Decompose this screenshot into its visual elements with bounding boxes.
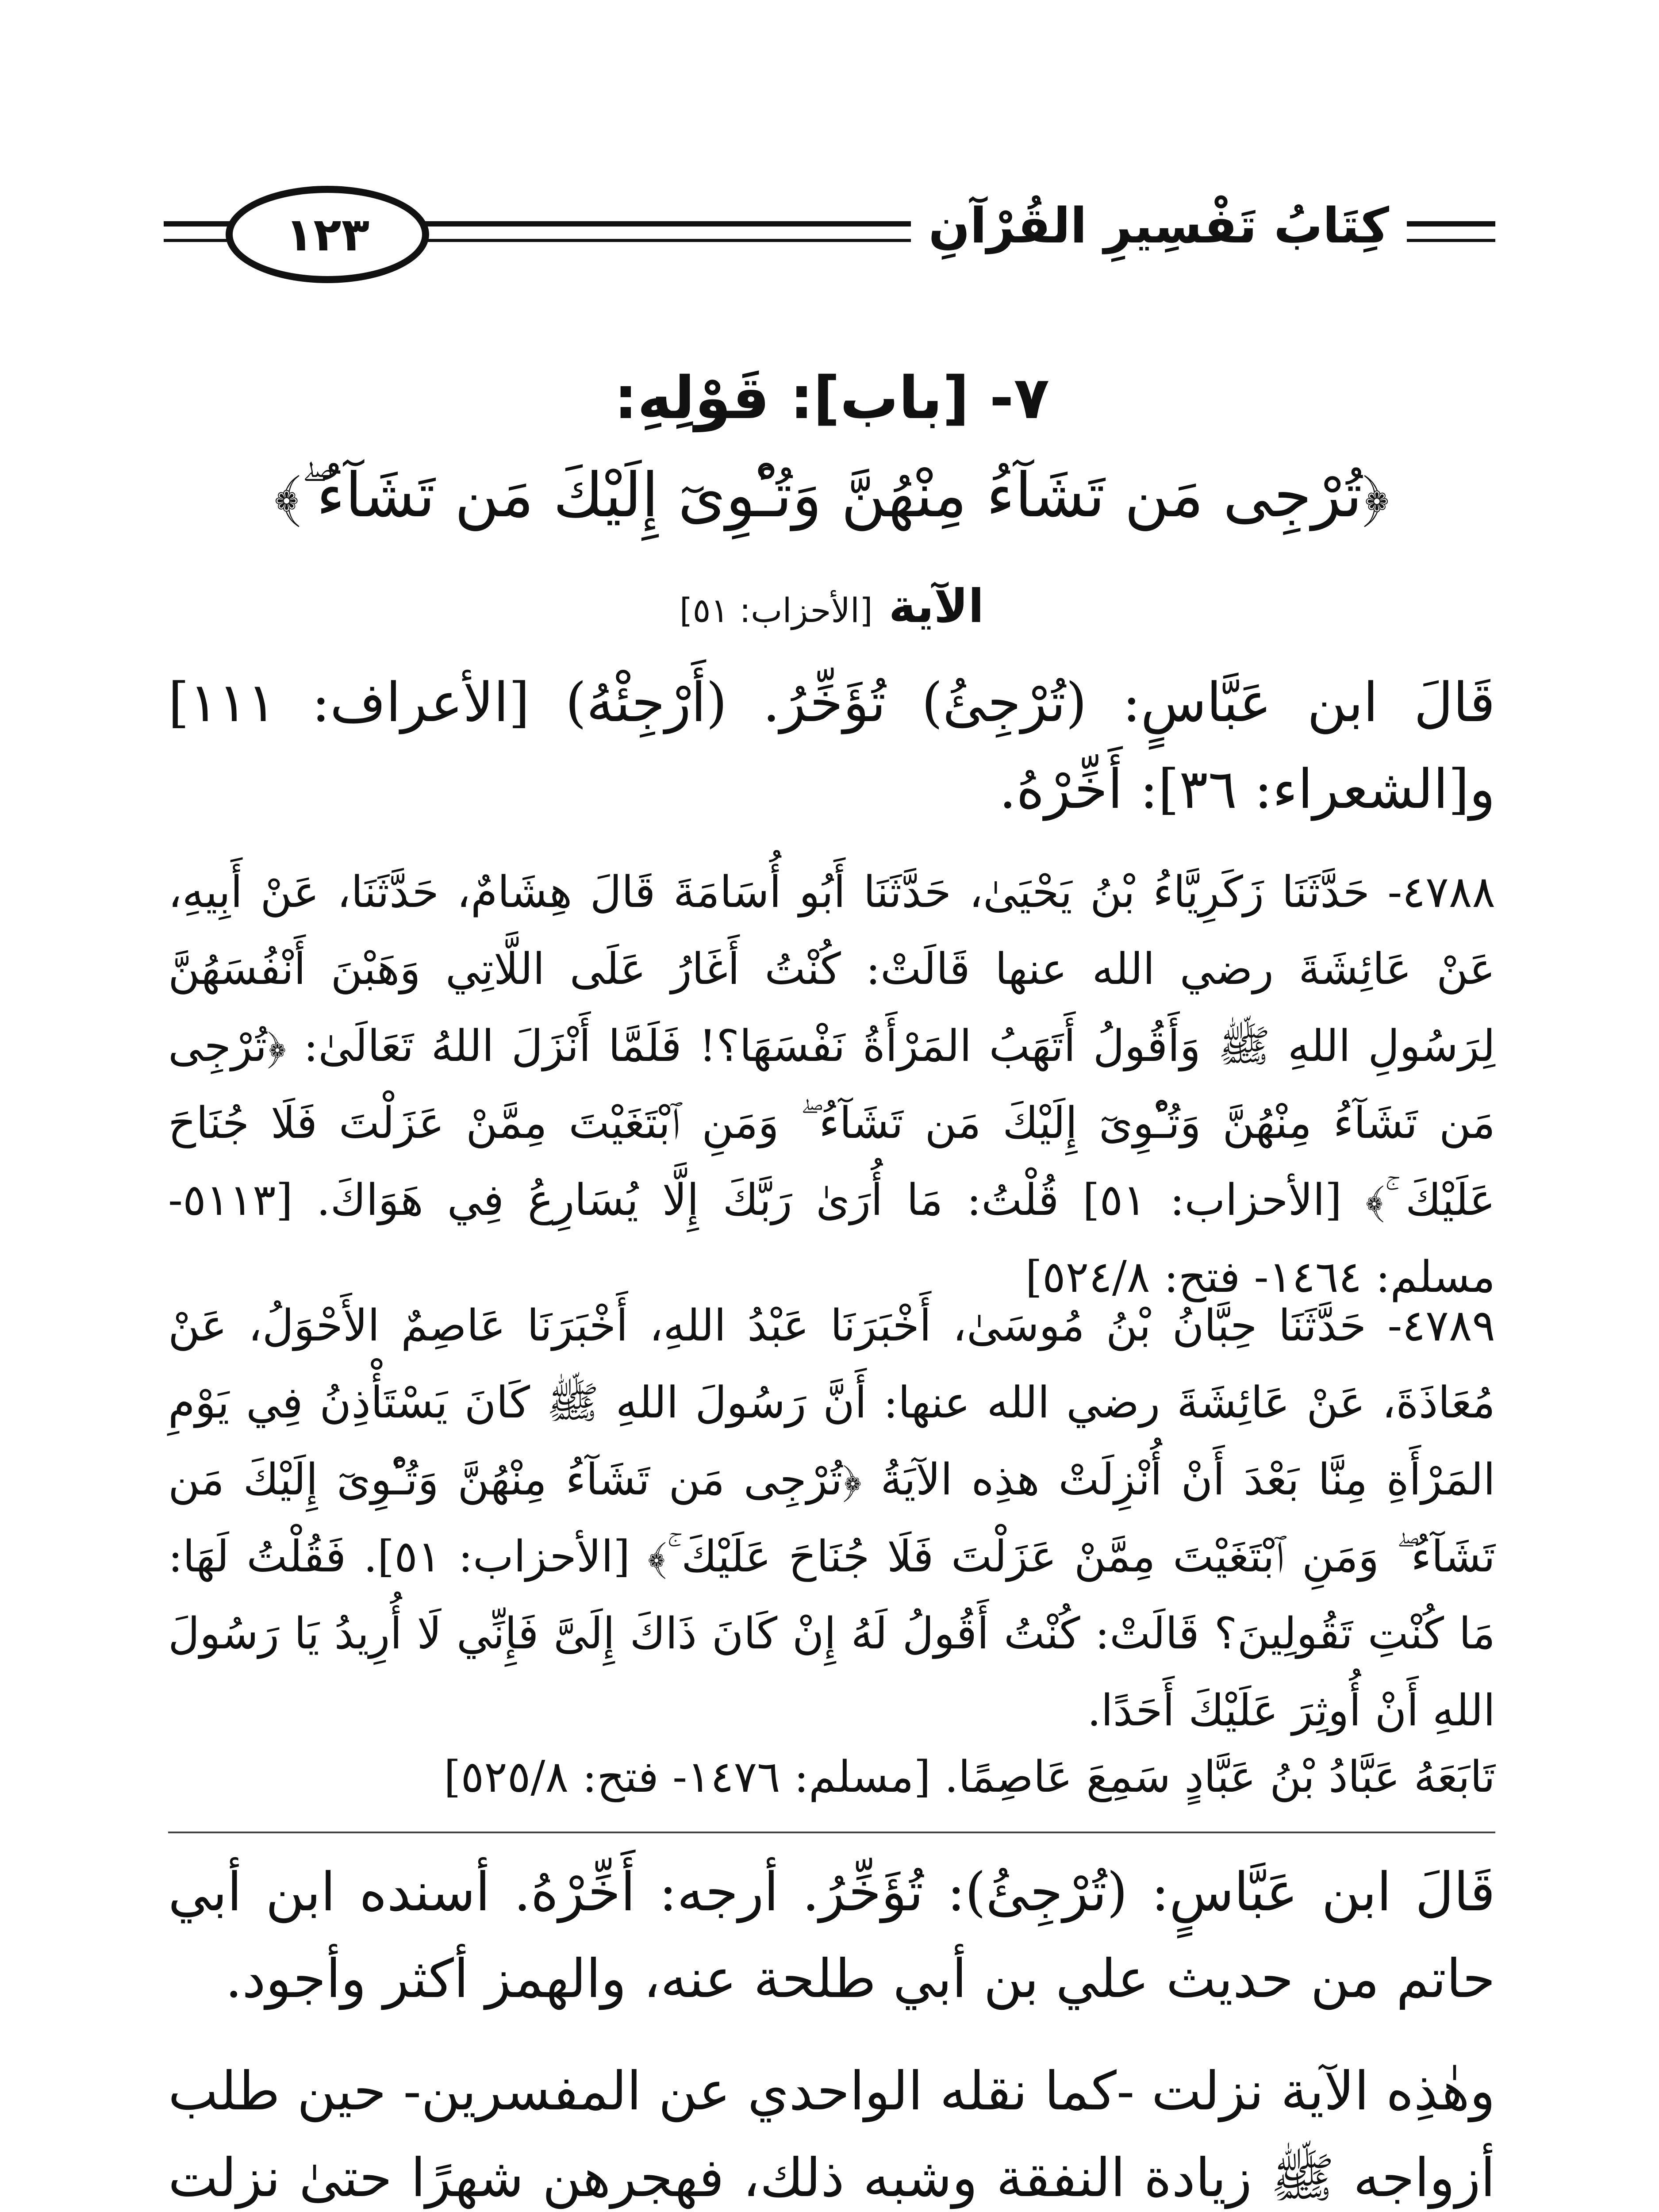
commentary-paragraph: وهٰذِه الآية نزلت -كما نقله الواحدي عن المفسرين- حين طلب أزواجه ﷺ زيادة النفقة وشبه ذلك، فهجرهن شهرًا حتىٰ نزلت [168,2061,1495,2209]
chapter-heading: ٧- [باب]: قَوْلِهِ: [614,364,1050,432]
ibn-abbas-gloss: قَالَ ابن عَبَّاسٍ: (تُرْجِئُ) تُؤَخِّرُ. (أَرْجِئْهُ) [الأعراف: ١١١] و[الشعراء: ٣٦]: أَخِّرْهُ. [168,671,1495,821]
verse-ref-word: الآية [888,579,984,633]
mutabaah-note: تَابَعَهُ عَبَّادُ بْنُ عَبَّادٍ سَمِعَ عَاصِمًا. [مسلم: ١٤٧٦- فتح: ٥٢٥/٨] [444,1752,1495,1802]
verse-ref-citation: [الأحزاب: ٥١] [679,591,873,630]
running-header [164,168,1495,301]
hadith-4788: ٤٧٨٨- حَدَّثَنَا زَكَرِيَّاءُ بْنُ يَحْيَىٰ، حَدَّثَنَا أَبُو أُسَامَةَ قَالَ هِشَامٌ، حَدَّثَنَا، عَنْ أَبِيهِ، عَنْ عَائِشَةَ رضي الله عنها قَالَتْ: كُنْتُ أَغَارُ عَلَى اللَّاتِي وَهَبْنَ أَنْفُسَهُنَّ لِرَسُولِ اللهِ ﷺ وَأَقُولُ أَتَهَبُ المَرْأَةُ نَفْسَهَا؟! فَلَمَّا أَنْزَلَ اللهُ تَعَالَىٰ: ﴿تُرْجِى مَن تَشَآءُ مِنْهُنَّ وَتُـْٔوِىٓ إِلَيْكَ مَن تَشَآءُ ۖ وَمَنِ ٱبْتَغَيْتَ مِمَّنْ عَزَلْتَ فَلَا جُنَاحَ عَلَيْكَ ۚ﴾ [الأحزاب: ٥١] قُلْتُ: مَا أُرَىٰ رَبَّكَ إِلَّا يُسَارِعُ فِي هَوَاكَ. [٥١١٣- مسلم: ١٤٦٤- فتح: ٥٢٤/٨] [168,867,1496,1302]
page-number: ١٢٣ [226,186,429,283]
verse-reference [168,571,1495,646]
book-title: كِتَابُ تَفْسِيرِ القُرْآنِ [911,190,1407,261]
hadith-4789: ٤٧٨٩- حَدَّثَنَا حِبَّانُ بْنُ مُوسَىٰ، أَخْبَرَنَا عَبْدُ اللهِ، أَخْبَرَنَا عَاصِمٌ الأَحْوَلُ، عَنْ مُعَاذَةَ، عَنْ عَائِشَةَ رضي الله عنها: أَنَّ رَسُولَ اللهِ ﷺ كَانَ يَسْتَأْذِنُ فِي يَوْمِ المَرْأَةِ مِنَّا بَعْدَ أَنْ أُنْزِلَتْ هذِه الآيَةُ ﴿تُرْجِى مَن تَشَآءُ مِنْهُنَّ وَتُـْٔوِىٓ إِلَيْكَ مَن تَشَآءُ ۖ وَمَنِ ٱبْتَغَيْتَ مِمَّنْ عَزَلْتَ فَلَا جُنَاحَ عَلَيْكَ ۚ﴾ [الأحزاب: ٥١]. فَقُلْتُ لَهَا: مَا كُنْتِ تَقُولِينَ؟ قَالَتْ: كُنْتُ أَقُولُ لَهُ إِنْ كَانَ ذَاكَ إِلَىَّ فَإِنِّي لَا أُرِيدُ يَا رَسُولَ اللهِ أَنْ أُوثِرَ عَلَيْكَ أَحَدًا. [168,1301,1495,1736]
section-divider [168,1832,1495,1833]
quran-verse: ﴿تُرْجِى مَن تَشَآءُ مِنْهُنَّ وَتُـْٔوِىٓ إِلَيْكَ مَن تَشَآءُ ۖ﴾ [274,460,1390,531]
commentary-paragraph: قَالَ ابن عَبَّاسٍ: (تُرْجِئُ): تُؤَخِّرُ. أرجه: أَخِّرْهُ. أسنده ابن أبي حاتم من حديث علي بن أبي طلحة عنه، والهمز أكثر وأجود. [168,1862,1495,2010]
